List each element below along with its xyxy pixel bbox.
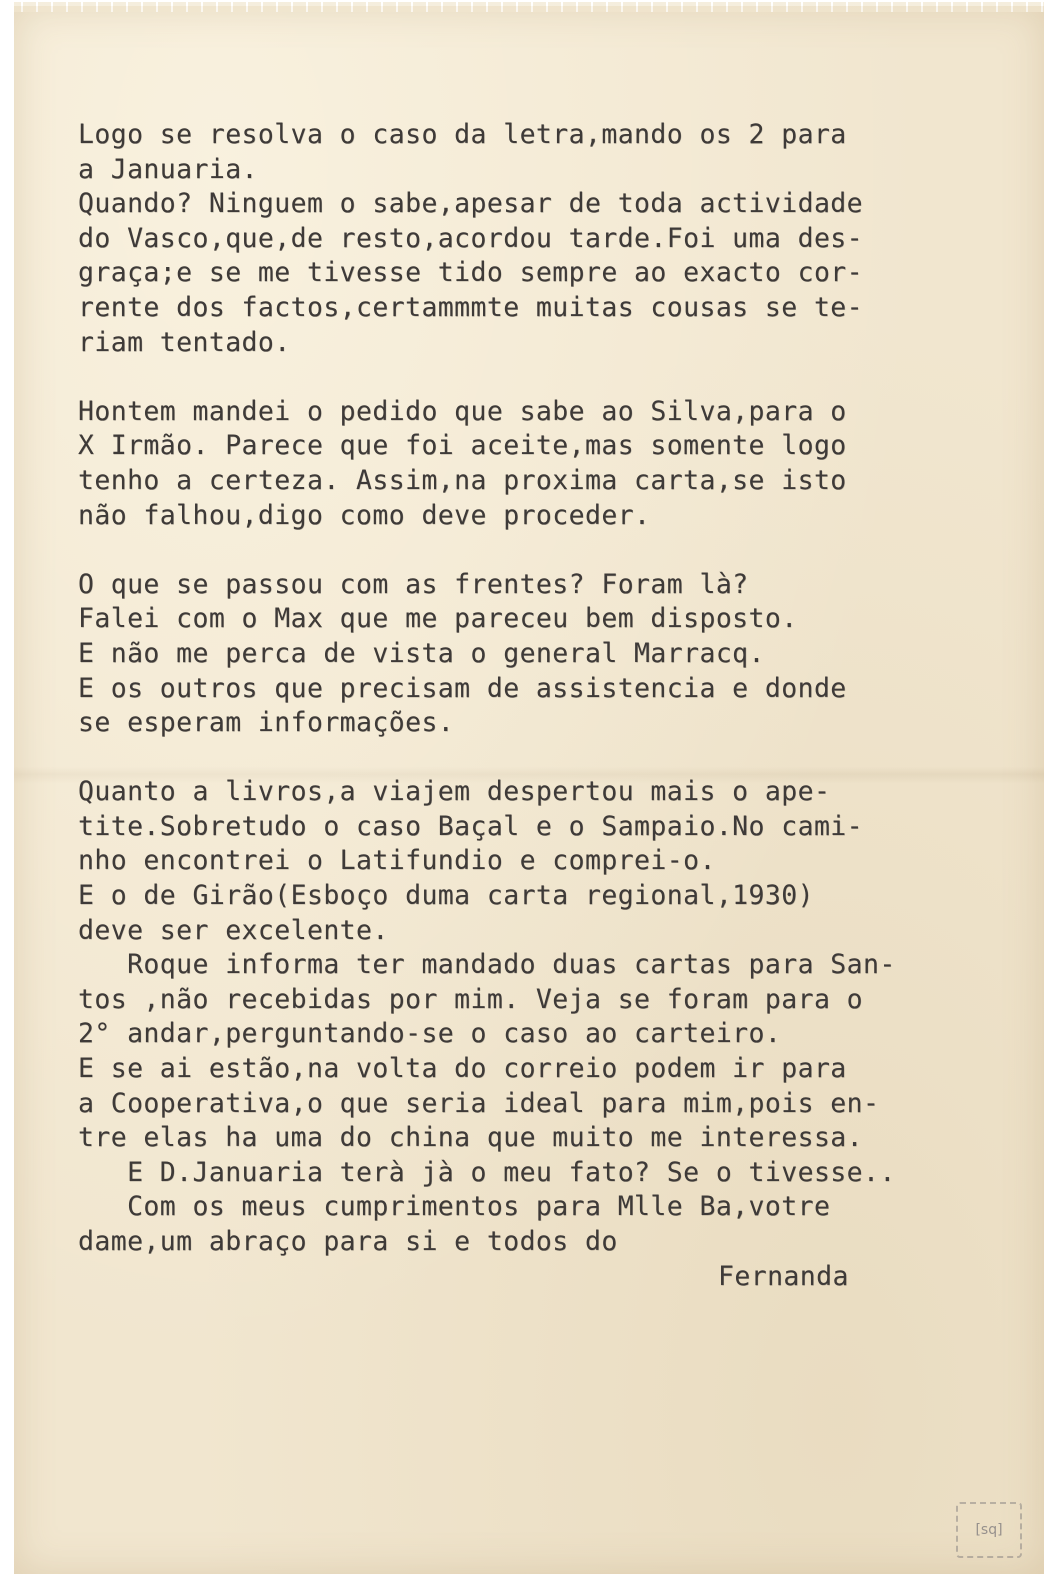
paragraph-gap — [78, 741, 1038, 776]
letter-line: Com os meus cumprimentos para Mlle Ba,votre — [78, 1191, 831, 1223]
letter-line: riam tentado. — [78, 326, 291, 358]
typed-letter-body — [78, 118, 1038, 1294]
letter-line: Quando? Ninguem o sabe,apesar de toda actividade — [78, 188, 864, 220]
letter-line: a Cooperativa,o que seria ideal para mim,pois en- — [78, 1087, 880, 1119]
letter-line: tre elas ha uma do china que muito me interessa. — [78, 1122, 864, 1154]
letter-line: E se ai estão,na volta do correio podem ir para — [78, 1053, 847, 1085]
letter-line: E os outros que precisam de assistencia e donde — [78, 672, 847, 704]
letter-line: Falei com o Max que me pareceu bem disposto. — [78, 603, 798, 635]
letter-line: se esperam informações. — [78, 707, 455, 739]
letter-line: Roque informa ter mandado duas cartas para San- — [78, 949, 896, 981]
letter-line: Quanto a livros,a viajem despertou mais o ape- — [78, 776, 831, 808]
letter-line: do Vasco,que,de resto,acordou tarde.Foi uma des- — [78, 222, 864, 254]
letter-line: deve ser excelente. — [78, 914, 389, 946]
letter-line: tos ,não recebidas por mim. Veja se foram para o — [78, 983, 864, 1015]
paragraph-gap — [78, 533, 1038, 568]
letter-line: tenho a certeza. Assim,na proxima carta,se isto — [78, 464, 847, 496]
letter-line: rente dos factos,certammmte muitas cousas se te- — [78, 291, 864, 323]
letter-line: não falhou,digo como deve proceder. — [78, 499, 651, 531]
letter-line: 2° andar,perguntando-se o caso ao carteiro. — [78, 1018, 782, 1050]
letter-line: X Irmão. Parece que foi aceite,mas somente logo — [78, 430, 847, 462]
letter-line: tite.Sobretudo o caso Baçal e o Sampaio.No cami- — [78, 810, 864, 842]
letter-line: nho encontrei o Latifundio e comprei-o. — [78, 845, 716, 877]
archive-stamp-mark: [sq] — [956, 1502, 1022, 1558]
letter-line: Logo se resolva o caso da letra,mando os 2 para — [78, 119, 847, 150]
letter-line: dame,um abraço para si e todos do — [78, 1226, 618, 1257]
paragraph-gap — [78, 360, 1038, 395]
letter-line: Hontem mandei o pedido que sabe ao Silva,para o — [78, 395, 847, 427]
letter-line: E não me perca de vista o general Marracq. — [78, 637, 765, 669]
letter-line: E D.Januaria terà jà o meu fato? Se o tivesse.. — [78, 1156, 896, 1188]
letter-line: graça;e se me tivesse tido sempre ao exacto cor- — [78, 257, 864, 289]
letter-line: E o de Girão(Esboço duma carta regional,1930) — [78, 880, 814, 912]
torn-top-edge — [14, 2, 1044, 12]
letter-line: a Januaria. — [78, 153, 258, 185]
letter-line: O que se passou com as frentes? Foram là? — [78, 568, 749, 600]
signature: Fernanda — [718, 1260, 849, 1292]
